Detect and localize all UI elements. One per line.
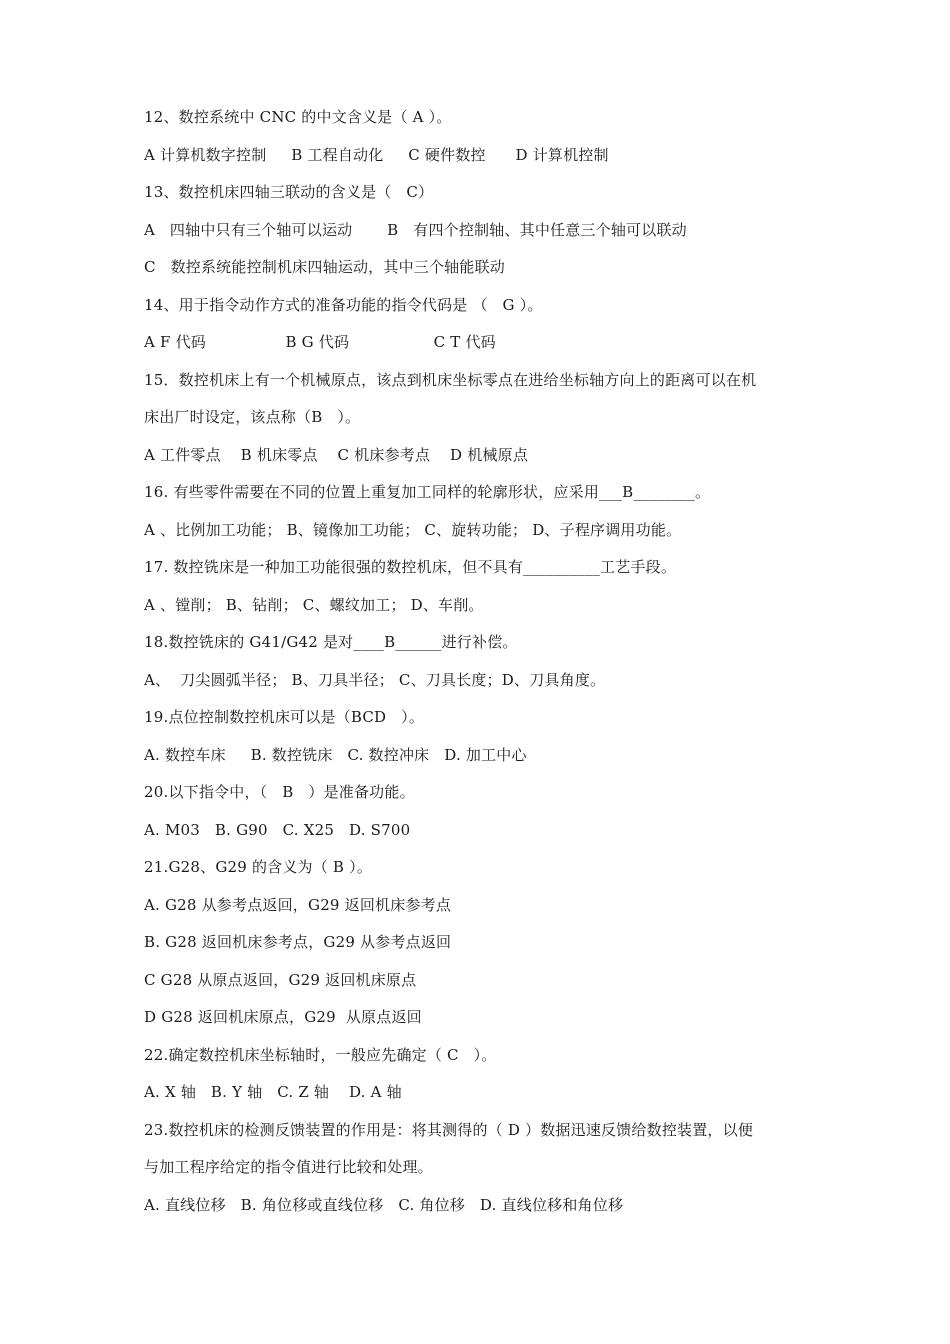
question-20-options: A. M03 B. G90 C. X25 D. S700	[144, 820, 411, 839]
question-12-options: A 计算机数字控制 B 工程自动化 C 硬件数控 D 计算机控制	[144, 145, 609, 164]
question-22: 22.确定数控机床坐标轴时，一般应先确定（ C ）。	[144, 1045, 497, 1064]
question-21-option-c: C G28 从原点返回，G29 返回机床原点	[144, 970, 417, 989]
question-22-options: A. X 轴 B. Y 轴 C. Z 轴 D. A 轴	[144, 1083, 402, 1101]
question-13-option-c: C 数控系统能控制机床四轴运动，其中三个轴能联动	[144, 258, 505, 276]
question-23-line-2: 与加工程序给定的指令值进行比较和处理。	[144, 1158, 433, 1176]
question-21-option-b: B. G28 返回机床参考点，G29 从参考点返回	[144, 933, 452, 951]
question-21: 21.G28、G29 的含义为（ B ）。	[144, 858, 373, 876]
question-13-options-ab: A 四轴中只有三个轴可以运动 B 有四个控制轴、其中任意三个轴可以联动	[144, 220, 687, 239]
document-body	[144, 104, 824, 1229]
question-18: 18.数控铣床的 G41/G42 是对____B______进行补偿。	[144, 633, 518, 651]
question-15-line-2: 床出厂时设定，该点称（B ）。	[144, 408, 361, 426]
question-14: 14、用于指令动作方式的准备功能的指令代码是 （ G ）。	[144, 295, 543, 314]
question-14-options: A F 代码 B G 代码 C T 代码	[144, 333, 496, 351]
question-15-line-1: 15．数控机床上有一个机械原点，该点到机床坐标零点在进给坐标轴方向上的距离可以在机	[144, 370, 757, 389]
question-17-options: A 、镗削； B、钻削； C、螺纹加工； D、车削。	[144, 595, 484, 614]
question-19: 19.点位控制数控机床可以是（BCD ）。	[144, 708, 425, 726]
question-19-options: A. 数控车床 B. 数控铣床 C. 数控冲床 D. 加工中心	[144, 745, 527, 764]
question-21-option-a: A. G28 从参考点返回，G29 返回机床参考点	[144, 895, 452, 914]
question-12: 12、数控系统中 CNC 的中文含义是（ A ）。	[144, 108, 452, 126]
question-15-options: A 工件零点 B 机床零点 C 机床参考点 D 机械原点	[144, 445, 529, 464]
question-20: 20.以下指令中，（ B ）是准备功能。	[144, 783, 415, 801]
question-18-options: A、 刀尖圆弧半径； B、刀具半径； C、刀具长度；D、刀具角度。	[144, 670, 606, 689]
question-16: 16. 有些零件需要在不同的位置上重复加工同样的轮廓形状，应采用___B________。	[144, 483, 711, 501]
question-23-options: A. 直线位移 B. 角位移或直线位移 C. 角位移 D. 直线位移和角位移	[144, 1195, 624, 1214]
question-23-line-1: 23.数控机床的检测反馈装置的作用是：将其测得的（ D ）数据迅速反馈给数控装置，以便	[144, 1120, 754, 1139]
question-16-options: A 、比例加工功能； B、镜像加工功能； C、旋转功能； D、子程序调用功能。	[144, 520, 682, 539]
question-17: 17. 数控铣床是一种加工功能很强的数控机床，但不具有__________工艺手段。	[144, 558, 677, 576]
question-21-option-d: D G28 返回机床原点，G29 从原点返回	[144, 1008, 422, 1026]
question-13: 13、数控机床四轴三联动的含义是（ C）	[144, 183, 434, 201]
